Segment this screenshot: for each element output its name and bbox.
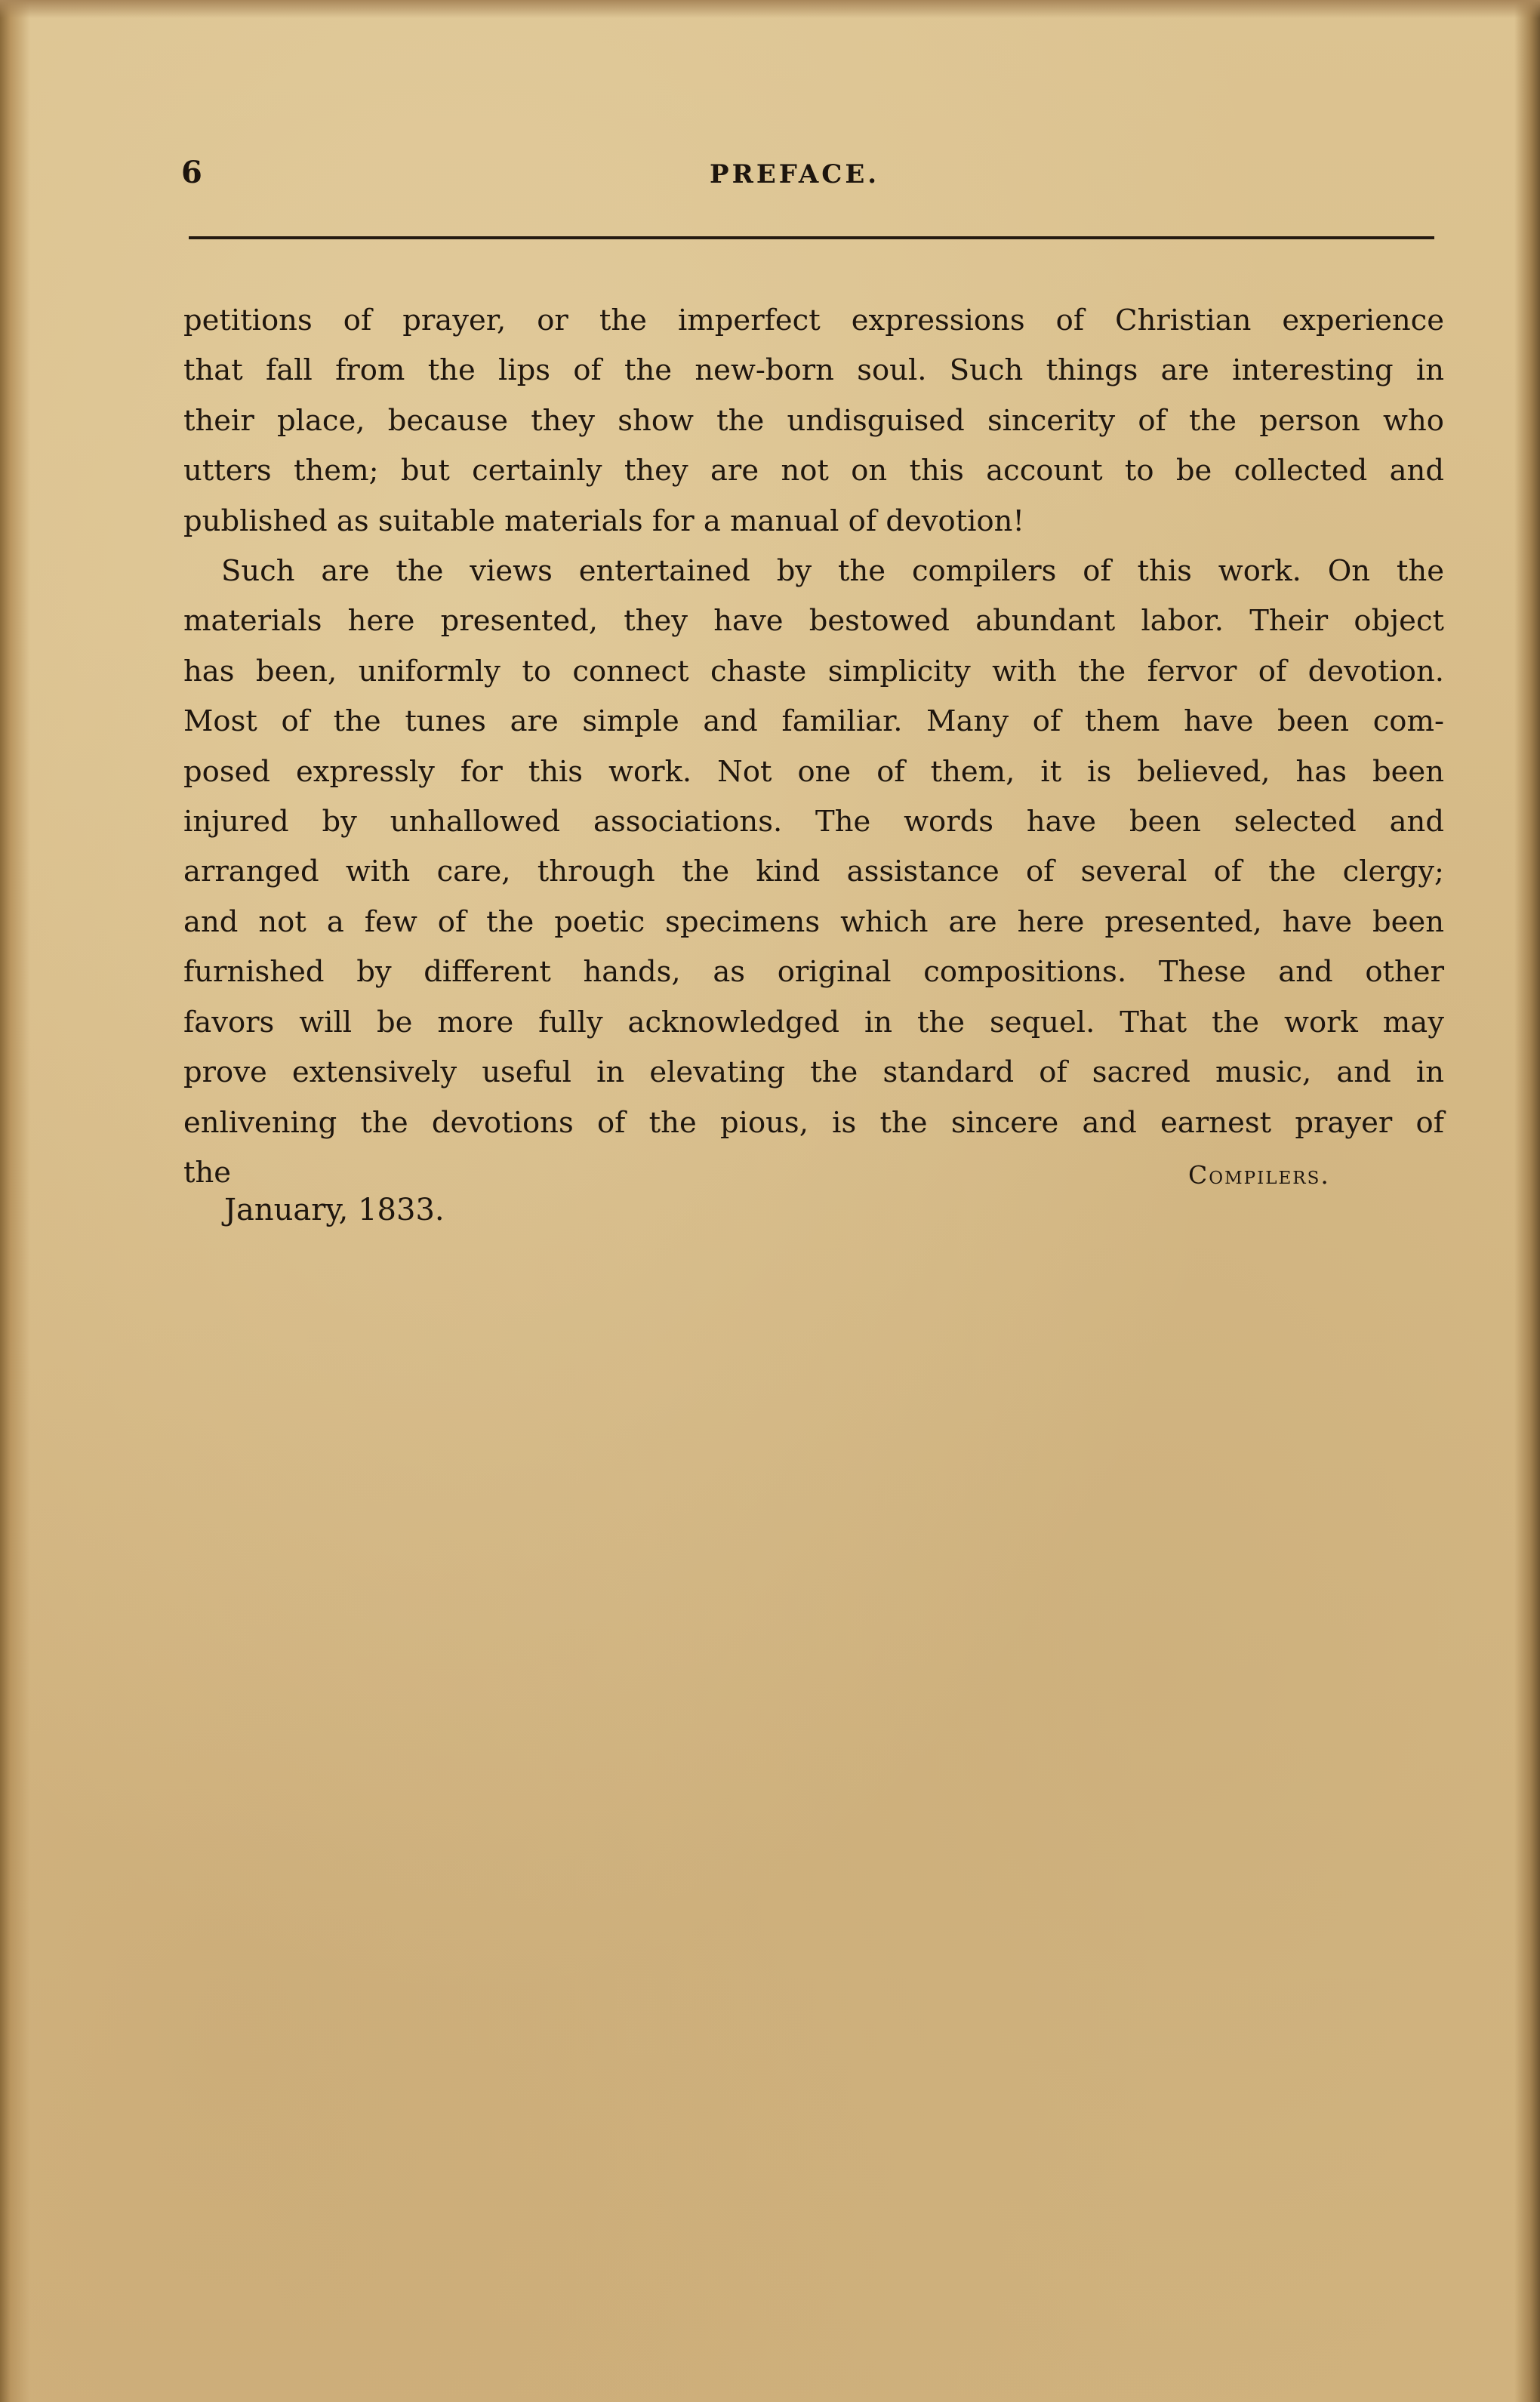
- text-line: arranged with care, through the kind assistance of several of the clergy;: [183, 855, 1444, 889]
- page-top-edge: [0, 0, 1540, 18]
- text-line: posed expressly for this work. Not one of them, it is believed, has been: [183, 754, 1444, 789]
- compilers-signature: Compilers.: [1188, 1160, 1330, 1190]
- text-line: prove extensively useful in elevating the standard of sacred music, and in: [183, 1055, 1444, 1090]
- text-line: has been, uniformly to connect chaste simplicity with the fervor of devotion.: [183, 654, 1444, 688]
- text-line: petitions of prayer, or the imperfect expressions of Christian experience: [183, 303, 1444, 337]
- text-line: utters them; but certainly they are not on this account to be collected and: [183, 454, 1444, 488]
- text-line: Most of the tunes are simple and familiar. Many of them have been com-: [183, 704, 1444, 739]
- page-left-edge: [0, 0, 30, 2402]
- page-header: [181, 155, 1434, 200]
- page-number: 6: [181, 155, 202, 190]
- text-line: injured by unhallowed associations. The words have been selected and: [183, 805, 1444, 839]
- text-line: Such are the views entertained by the compilers of this work. On the: [221, 554, 1444, 589]
- preface-date: January, 1833.: [224, 1193, 445, 1227]
- text-line: that fall from the lips of the new-born soul. Such things are interesting in: [183, 353, 1444, 388]
- running-head: PREFACE.: [710, 159, 880, 189]
- text-line: their place, because they show the undisguised sincerity of the person who: [183, 403, 1444, 438]
- text-line: published as suitable materials for a manual of devotion!: [183, 503, 1024, 538]
- header-rule: [189, 236, 1434, 239]
- page-right-edge: [1514, 0, 1540, 2402]
- text-line: furnished by different hands, as original compositions. These and other: [183, 955, 1444, 990]
- text-line: enlivening the devotions of the pious, is the sincere and earnest prayer of: [183, 1105, 1444, 1140]
- text-line: the: [183, 1155, 232, 1190]
- preface-body: [183, 296, 1444, 1198]
- text-line: and not a few of the poetic specimens which are here presented, have been: [183, 904, 1444, 939]
- text-line: favors will be more fully acknowledged in the sequel. That the work may: [183, 1005, 1444, 1039]
- text-line: materials here presented, they have bestowed abundant labor. Their object: [183, 604, 1444, 639]
